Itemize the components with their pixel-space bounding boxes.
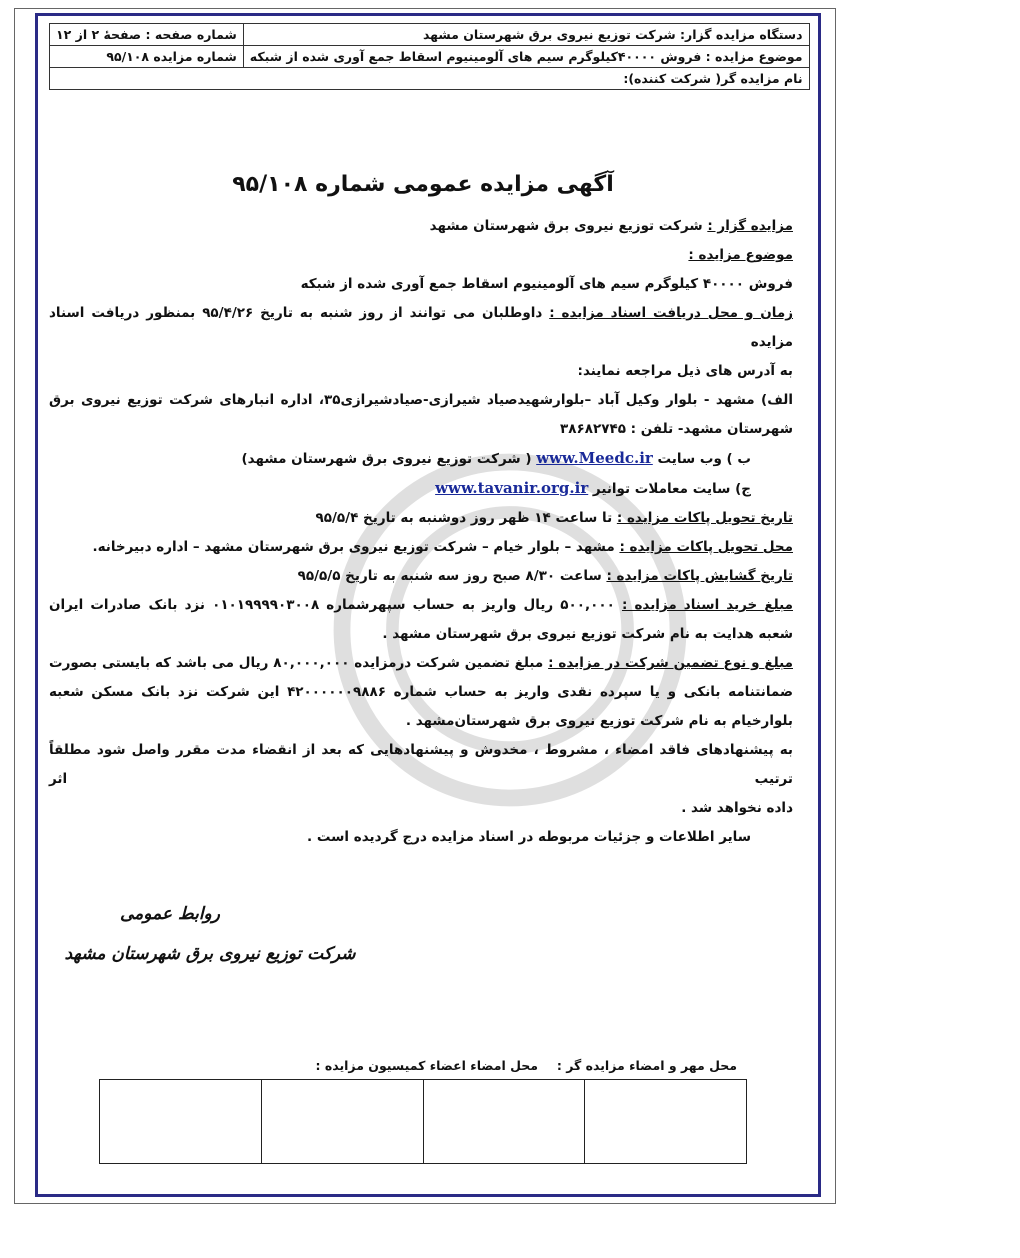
meedc-link[interactable]: www.Meedc.ir [536, 449, 653, 467]
page-title: آگهی مزایده عمومی شماره ۹۵/۱۰۸ [232, 172, 614, 197]
signature-box-3 [423, 1080, 585, 1164]
address-a-line-1: الف) مشهد - بلوار وکیل آباد –بلوارشهیدصیاد شیرازی-صیادشیرازی۳۵، اداره انبارهای شرکت توزیع نیروی برق [49, 392, 793, 408]
notice-body [49, 212, 793, 852]
docs-value: داوطلبان می توانند از روز شنبه به تاریخ ۹۵/۴/۲۶ بمنظور دریافت اسناد مزایده [49, 305, 793, 350]
header-page: شماره صفحه : صفحهٔ ۲ از ۱۲ [50, 24, 244, 46]
docs-line-2: به آدرس های ذیل مراجعه نمایند: [577, 363, 793, 379]
address-b-suffix: ( شرکت توزیع نیروی برق شهرستان مشهد) [241, 451, 537, 467]
delivery-place-line [49, 533, 793, 562]
delivery-date-label: تاریخ تحویل پاکات مزایده : [616, 510, 793, 526]
header-number: شماره مزایده ۹۵/۱۰۸ [50, 46, 244, 68]
guarantee-value: مبلغ تضمین شرکت درمزایده ۸۰,۰۰۰,۰۰۰ ریال می باشد که بایستی بصورت [49, 655, 549, 671]
docs-label: زمان و محل دریافت اسناد مزایده : [549, 305, 794, 321]
signature-company: شرکت توزیع نیروی برق شهرستان مشهد [64, 944, 356, 964]
price-line-1 [49, 591, 793, 620]
signature-boxes [99, 1079, 747, 1164]
header-row-bidder [50, 68, 810, 90]
price-label: مبلغ خرید اسناد مزایده : [621, 597, 793, 613]
opening-label: تاریخ گشایش پاکات مزایده : [606, 568, 793, 584]
subject-text: فروش ۴۰۰۰۰ کیلوگرم سیم های آلومینیوم اسقاط جمع آوری شده از شبکه [300, 276, 793, 292]
price-line-2: شعبه هدایت به نام شرکت توزیع نیروی برق شهرستان مشهد . [382, 626, 793, 642]
invalid-line-2: داده نخواهد شد . [681, 800, 793, 816]
auctioneer-value: شرکت توزیع نیروی برق شهرستان مشهد [429, 218, 708, 234]
header-row-subject [50, 46, 810, 68]
price-value: ۵۰۰,۰۰۰ ریال واریز به حساب سپهرشماره ۰۱۰۱۹۹۹۹۰۳۰۰۸ نزد بانک صادرات ایران [49, 597, 622, 613]
guarantee-label: مبلغ و نوع تضمین شرکت در مزایده : [548, 655, 793, 671]
delivery-date-value: تا ساعت ۱۴ ظهر روز دوشنبه به تاریخ ۹۵/۵/۴ [315, 510, 617, 526]
delivery-place-value: مشهد – بلوار خیام – شرکت توزیع نیروی برق شهرستان مشهد – اداره دبیرخانه. [92, 539, 620, 555]
guarantee-line-1 [49, 649, 793, 678]
auctioneer-label: مزایده گزار : [707, 218, 793, 234]
invalid-line-1: به پیشنهادهای فاقد امضاء ، مشروط ، مخدوش و پیشنهادهایی که بعد از انقضاء مدت مقرر واصل شود مطلقاً ترتیب اثر [49, 742, 793, 787]
tavanir-link[interactable]: www.tavanir.org.ir [435, 479, 589, 497]
header-table [49, 23, 810, 90]
guarantee-line-3: بلوارخیام به نام شرکت توزیع نیروی برق شهرستان‌مشهد . [405, 713, 793, 729]
guarantee-line-2: ضمانتنامه بانکی و یا سپرده نقدی واریز به حساب شماره ۴۲۰۰۰۰۰۰۹۸۸۶ این شرکت نزد بانک مسکن شعبه [49, 684, 793, 700]
other-info-line: سایر اطلاعات و جزئیات مربوطه در اسناد مزایده درج گردیده است . [307, 829, 751, 845]
opening-value: ساعت ۸/۳۰ صبح روز سه شنبه به تاریخ ۹۵/۵/۵ [297, 568, 607, 584]
subject-label: موضوع مزایده : [688, 247, 793, 263]
header-subject: موضوع مزایده : فروش ۴۰۰۰۰کیلوگرم سیم های آلومینیوم اسقاط جمع آوری شده از شبکه [243, 46, 809, 68]
address-b-line [49, 444, 793, 474]
address-b-prefix: ب ) وب سایت [652, 451, 751, 467]
header-org: دستگاه مزایده گزار: شرکت توزیع نیروی برق شهرستان مشهد [243, 24, 809, 46]
docs-line-1 [49, 299, 793, 357]
delivery-place-label: محل تحویل پاکات مزایده : [619, 539, 793, 555]
signature-box-4 [585, 1080, 747, 1164]
bidder-seal-label: محل مهر و امضاء مزایده گر : [556, 1058, 737, 1073]
address-c-prefix: ج) سایت معاملات توانیر [588, 481, 751, 497]
signature-box-1 [100, 1080, 262, 1164]
opening-line [49, 562, 793, 591]
commission-label: محل امضاء اعضاء کمیسیون مزایده : [315, 1058, 538, 1073]
signature-public-relations: روابط عمومی [120, 904, 220, 924]
auctioneer-line [49, 212, 793, 241]
address-a-line-2: شهرستان مشهد- تلفن : ۳۸۶۸۲۷۴۵ [560, 421, 793, 437]
header-row-org [50, 24, 810, 46]
address-c-line [49, 474, 793, 504]
subject-line [49, 241, 793, 270]
signature-box-2 [261, 1080, 423, 1164]
delivery-date-line [49, 504, 793, 533]
header-bidder: نام مزایده گر( شرکت کننده): [50, 68, 810, 90]
